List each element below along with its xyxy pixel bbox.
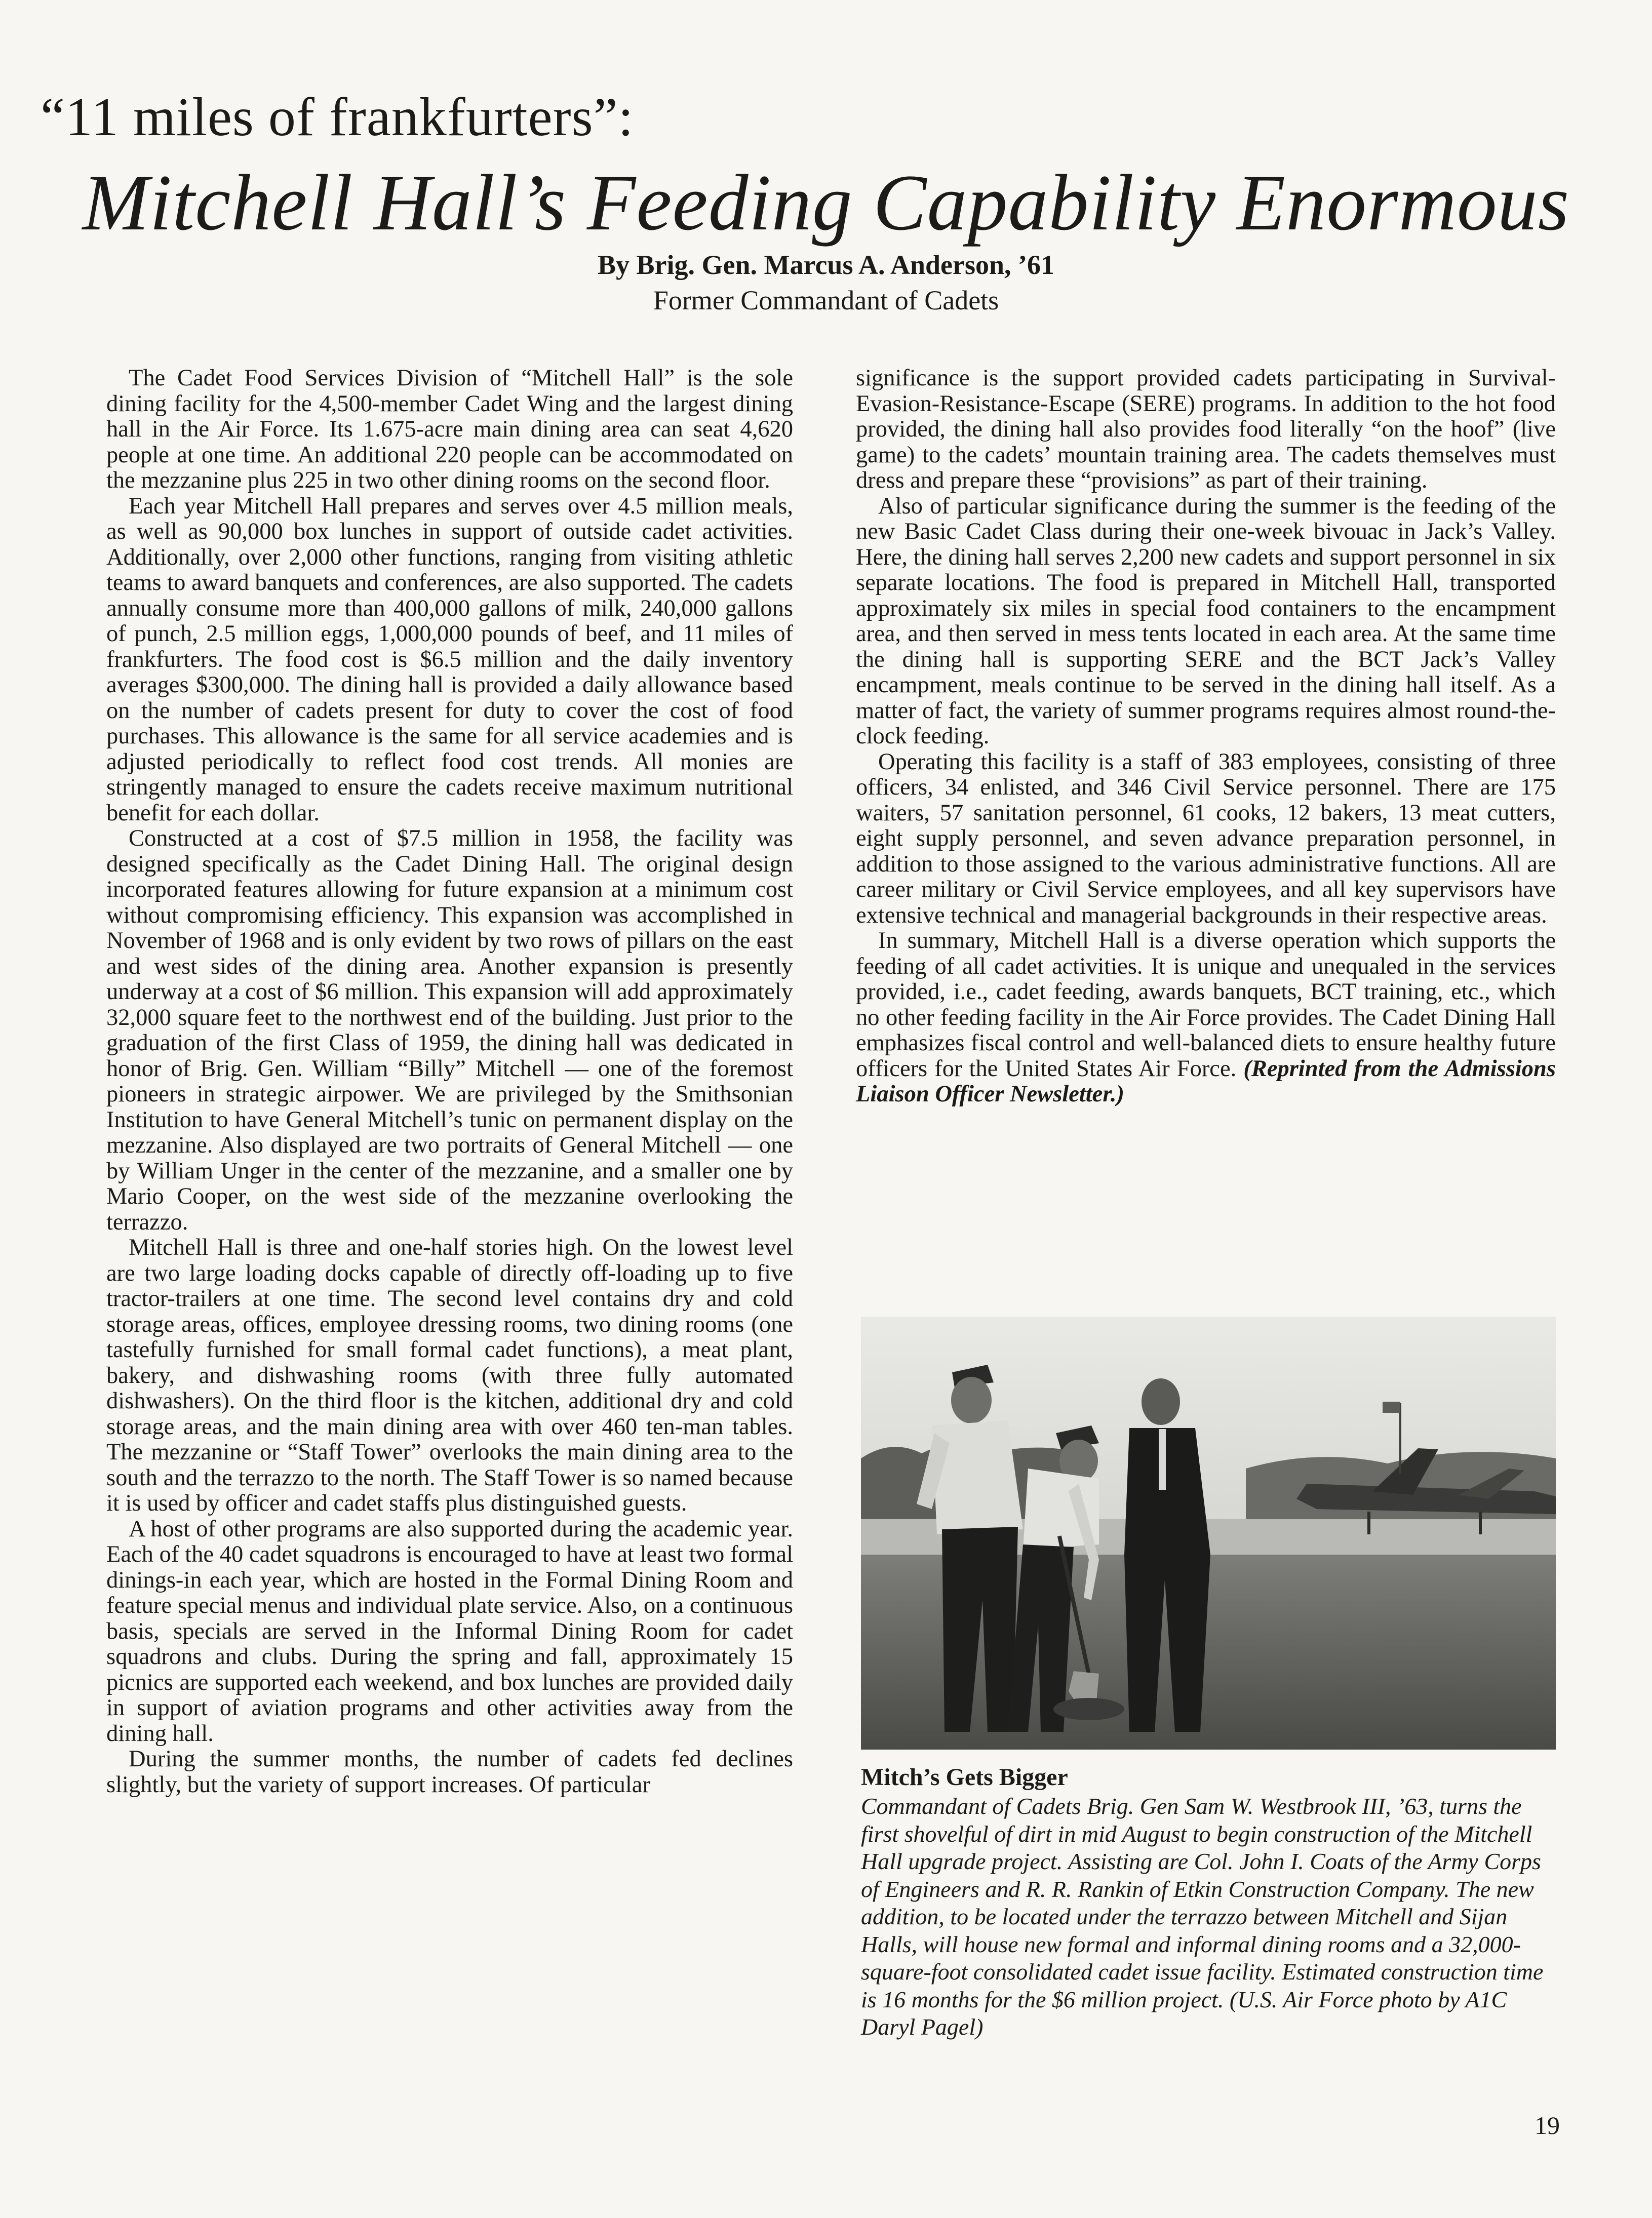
article-kicker: “11 miles of frankfurters”: [41,87,634,147]
photo-caption-title: Mitch’s Gets Bigger [861,1764,1068,1791]
body-paragraph: During the summer months, the number of cadets fed declines slightly, but the variety of support increases. Of particular [106,1746,793,1798]
left-column [106,366,793,1798]
article-headline: Mitchell Hall’s Feeding Capability Enormous [82,159,1570,247]
summary-text: In summary, Mitchell Hall is a diverse operation which supports the feeding of all cadet activities. It is unique and unequaled in the services provided, i.e., cadet feeding, awards banquets, BCT training, etc., which no other feeding facility in the Air Force provides. The Cadet Dining Hall emphasizes fiscal control and well-balanced diets to ensure healthy future officers for the United States Air Force. [856,928,1556,1082]
reprint-note: (Reprinted from the Admissions Liaison Officer Newsletter.) [856,1055,1556,1107]
photo-caption: Commandant of Cadets Brig. Gen Sam W. Westbrook III, ’63, turns the first shovelful of dirt in mid August to begin construction of the Mitchell Hall upgrade project. Assisting are Col. John I. Coats of the Army Corps of Engineers and R. R. Rankin of Etkin Construction Company. The new addition, to be located under the terrazzo between Mitchell and Sijan Halls, will house new formal and informal dining rooms and a 32,000-square-foot consolidated cadet issue facility. Estimated construction time is 16 months for the $6 million project. (U.S. Air Force photo by A1C Daryl Pagel) [861,1793,1544,2040]
page-number: 19 [1535,2111,1560,2140]
body-paragraph: Constructed at a cost of $7.5 million in 1958, the facility was designed specifically as the Cadet Dining Hall. The original design incorporated features allowing for future expansion at a minimum cost without compromising efficiency. This expansion was accomplished in November of 1968 and is only evident by two rows of pillars on the east and west sides of the dining area. Another expansion is presently underway at a cost of $6 million. This expansion will add approximately 32,000 square feet to the northwest end of the building. Just prior to the graduation of the first Class of 1959, the dining hall was dedicated in honor of Brig. Gen. William “Billy” Mitchell — one of the foremost pioneers in strategic airpower. We are privileged by the Smithsonian Institution to have General Mitchell’s tunic on permanent display on the mezzanine. Also displayed are two portraits of General Mitchell — one by William Unger in the center of the mezzanine, and a smaller one by Mario Cooper, on the west side of the mezzanine overlooking the terrazzo. [106,825,793,1235]
body-paragraph: Also of particular significance during the summer is the feeding of the new Basic Cadet Class during their one-week bivouac in Jack’s Valley. Here, the dining hall serves 2,200 new cadets and support personnel in six separate locations. The food is prepared in Mitchell Hall, transported approximately six miles in special food containers to the encampment area, and then served in mess tents located in each area. At the same time the dining hall is supporting SERE and the BCT Jack’s Valley encampment, meals continue to be served in the dining hall itself. As a matter of fact, the variety of summer programs requires almost round-the-clock feeding. [856,493,1556,749]
byline-role: Former Commandant of Cadets [653,285,999,315]
groundbreaking-photo [861,1317,1556,1750]
summary-paragraph [856,928,1556,1107]
body-paragraph: Operating this facility is a staff of 383 employees, consisting of three officers, 34 enlisted, and 346 Civil Service personnel. There are 175 waiters, 57 sanitation personnel, 61 cooks, 12 bakers, 13 meat cutters, eight supply personnel, and seven advance preparation personnel, in addition to those assigned to the various administrative functions. All are career military or Civil Service employees, and all key supervisors have extensive technical and managerial backgrounds in their respective areas. [856,748,1556,928]
body-paragraph-continued: significance is the support provided cadets participating in Survival-Evasion-Resistance-Escape (SERE) programs. In addition to the hot food provided, the dining hall also provides food literally “on the hoof” (live game) to the cadets’ mountain training area. The cadets themselves must dress and prepare these “provisions” as part of their training. [856,365,1556,493]
right-column [856,366,1556,1107]
body-paragraph: The Cadet Food Services Division of “Mitchell Hall” is the sole dining facility for the 4,500-member Cadet Wing and the largest dining hall in the Air Force. Its 1.675-acre main dining area can seat 4,620 people at one time. An additional 220 people can be accommodated on the mezzanine plus 225 in two other dining rooms on the second floor. [106,365,793,493]
body-paragraph: A host of other programs are also supported during the academic year. Each of the 40 cadet squadrons is encouraged to have at least two formal dinings-in each year, which are hosted in the Formal Dining Room and feature special menus and individual plate service. Also, on a continuous basis, specials are served in the Informal Dining Room for cadet squadrons and clubs. During the spring and fall, approximately 15 picnics are supported each weekend, and box lunches are provided daily in support of aviation programs and other activities away from the dining hall. [106,1516,793,1747]
byline: By Brig. Gen. Marcus A. Anderson, ’61 [597,250,1055,280]
body-paragraph: Each year Mitchell Hall prepares and serves over 4.5 million meals, as well as 90,000 box lunches in support of outside cadet activities. Additionally, over 2,000 other functions, ranging from visiting athletic teams to award banquets and conferences, are also supported. The cadets annually consume more than 400,000 gallons of milk, 240,000 gallons of punch, 2.5 million eggs, 1,000,000 pounds of beef, and 11 miles of frankfurters. The food cost is $6.5 million and the daily inventory averages $300,000. The dining hall is provided a daily allowance based on the number of cadets present for duty to cover the cost of food purchases. This allowance is the same for all service academies and is adjusted periodically to reflect food cost trends. All monies are stringently managed to ensure the cadets receive maximum nutritional benefit for each dollar. [106,493,793,826]
body-paragraph: Mitchell Hall is three and one-half stories high. On the lowest level are two large loading docks capable of directly off-loading up to five tractor-trailers at one time. The second level contains dry and cold storage areas, offices, employee dressing rooms, two dining rooms (one tastefully furnished for small formal cadet functions), a meat plant, bakery, and dishwashing rooms (with three fully automated dishwashers). On the third floor is the kitchen, additional dry and cold storage areas, and the main dining area with over 460 ten-man tables. The mezzanine or “Staff Tower” overlooks the main dining area to the south and the terrazzo to the north. The Staff Tower is so named because it is used by officer and cadet staffs plus distinguished guests. [106,1235,793,1516]
